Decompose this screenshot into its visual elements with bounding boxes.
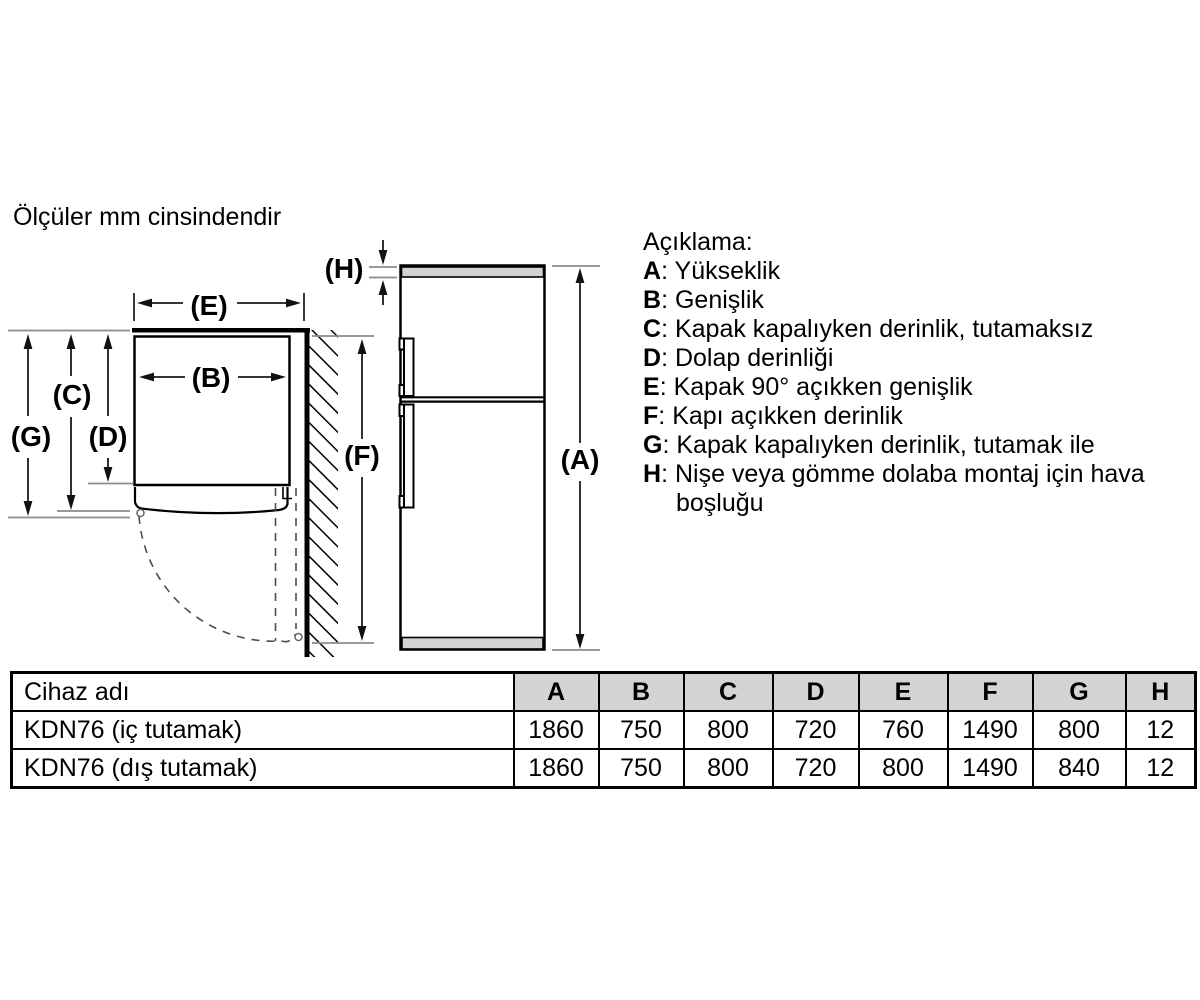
niche-back-line (132, 328, 310, 333)
dim-g (11, 334, 51, 516)
legend-text: Genişlik (674, 286, 764, 314)
device-name: KDN76 (dış tutamak) (12, 749, 514, 788)
value-f: 1490 (948, 749, 1033, 788)
legend-key: F (643, 402, 659, 430)
value-f: 1490 (948, 711, 1033, 749)
dimensions-table (10, 671, 1197, 789)
legend-separator: : (661, 315, 675, 343)
dim-e (134, 290, 304, 321)
legend-item-c (643, 315, 1163, 344)
value-h: 12 (1126, 711, 1196, 749)
value-e: 800 (859, 749, 948, 788)
col-header-device-name: Cihaz adı (12, 673, 514, 712)
value-c: 800 (684, 711, 773, 749)
door-hinge-point (137, 510, 144, 517)
legend-text: Nişe veya gömme dolaba montaj için hava boşluğu (674, 460, 1145, 517)
col-header-h: H (1126, 673, 1196, 712)
legend-heading: Açıklama: (643, 228, 753, 256)
value-c: 800 (684, 749, 773, 788)
legend-text: Kapak kapalıyken derinlik, tutamak ile (676, 431, 1095, 459)
value-a: 1860 (514, 749, 599, 788)
legend-key: A (643, 257, 662, 285)
legend-separator: : (662, 431, 677, 459)
dim-h (325, 240, 388, 305)
dim-label-g: (G) (10, 421, 52, 452)
col-header-b: B (599, 673, 684, 712)
value-d: 720 (773, 749, 859, 788)
legend-separator: : (661, 460, 675, 488)
legend (643, 228, 1163, 518)
table-header-row (12, 673, 1196, 712)
air-gap-strip (402, 267, 544, 277)
legend-text: Yükseklik (674, 257, 781, 285)
plinth-strip (402, 638, 543, 650)
door-open-hinge-point (295, 634, 302, 641)
col-header-e: E (859, 673, 948, 712)
dim-a (561, 268, 600, 649)
legend-item-h (643, 460, 1163, 518)
legend-item-e (643, 373, 1163, 402)
legend-item-d (643, 344, 1163, 373)
dim-label-c: (C) (52, 379, 92, 410)
legend-text: Kapak 90° açıkken genişlik (673, 373, 973, 401)
value-h: 12 (1126, 749, 1196, 788)
value-b: 750 (599, 711, 684, 749)
cabinet-top-view (135, 337, 290, 486)
value-a: 1860 (514, 711, 599, 749)
legend-separator: : (659, 373, 674, 401)
col-header-g: G (1033, 673, 1126, 712)
legend-item-g (643, 431, 1163, 460)
legend-separator: : (661, 344, 675, 372)
table-row (12, 749, 1196, 788)
legend-separator: : (661, 257, 675, 285)
wall-line (305, 328, 310, 657)
col-header-c: C (684, 673, 773, 712)
value-e: 760 (859, 711, 948, 749)
dim-label-a: (A) (560, 444, 600, 475)
legend-key: D (643, 344, 662, 372)
legend-text: Dolap derinliği (674, 344, 834, 372)
col-header-d: D (773, 673, 859, 712)
dim-label-h: (H) (324, 253, 364, 284)
legend-key: G (643, 431, 663, 459)
dim-label-f: (F) (344, 440, 380, 471)
value-g: 840 (1033, 749, 1126, 788)
legend-text: Kapak kapalıyken derinlik, tutamaksız (674, 315, 1094, 343)
legend-item-f (643, 402, 1163, 431)
value-b: 750 (599, 749, 684, 788)
door-closed-top-view (135, 487, 288, 513)
legend-key: C (643, 315, 662, 343)
legend-separator: : (658, 402, 673, 430)
value-d: 720 (773, 711, 859, 749)
value-g: 800 (1033, 711, 1126, 749)
col-header-a: A (514, 673, 599, 712)
legend-separator: : (661, 286, 675, 314)
dim-d (89, 334, 128, 482)
legend-key: H (643, 460, 662, 488)
col-header-f: F (948, 673, 1033, 712)
table-row (12, 711, 1196, 749)
dim-label-d: (D) (88, 421, 128, 452)
page-title: Ölçüler mm cinsindendir (13, 203, 282, 231)
legend-key: E (643, 373, 660, 401)
dim-c (53, 334, 92, 510)
fridge-body (401, 266, 545, 650)
legend-item-b (643, 286, 1163, 315)
legend-item-a (643, 257, 1163, 286)
dim-f (344, 339, 380, 641)
plan-view (8, 290, 380, 657)
legend-key: B (643, 286, 662, 314)
device-name: KDN76 (iç tutamak) (12, 711, 514, 749)
dim-label-e: (E) (190, 290, 228, 321)
legend-text: Kapı açıkken derinlik (672, 402, 903, 430)
dim-label-b: (B) (191, 362, 231, 393)
